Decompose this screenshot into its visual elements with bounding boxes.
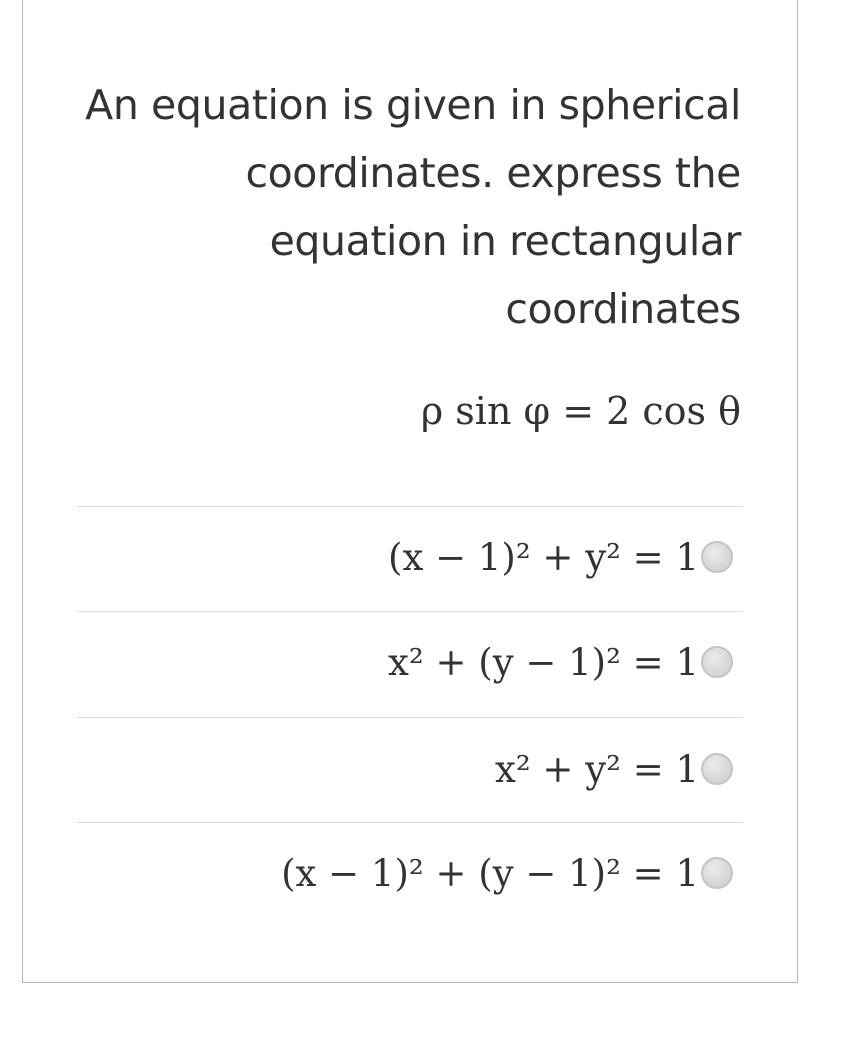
question-line: An equation is given in spherical [85,81,741,129]
option-equation: x² + y² = 1 [494,747,699,791]
option-equation: (x − 1)² + (y − 1)² = 1 [281,851,699,895]
answer-option-2[interactable] [388,632,733,692]
option-equation: x² + (y − 1)² = 1 [388,640,699,684]
option-equation: (x − 1)² + y² = 1 [388,535,699,579]
question-line: coordinates [505,285,741,333]
question-line: equation in rectangular [269,217,741,265]
radio-button-icon[interactable] [701,541,733,573]
radio-button-icon[interactable] [701,753,733,785]
divider [77,506,743,507]
question-card [22,0,798,983]
radio-button-icon[interactable] [701,646,733,678]
answer-option-1[interactable] [388,527,733,587]
answer-option-4[interactable] [281,843,733,903]
divider [77,611,743,612]
question-line: coordinates. express the [245,149,741,197]
answer-option-3[interactable] [495,739,733,799]
divider [77,822,743,823]
given-equation: ρ sin φ = 2 cos θ [420,389,741,433]
radio-button-icon[interactable] [701,857,733,889]
divider [77,717,743,718]
question-text [61,71,741,343]
